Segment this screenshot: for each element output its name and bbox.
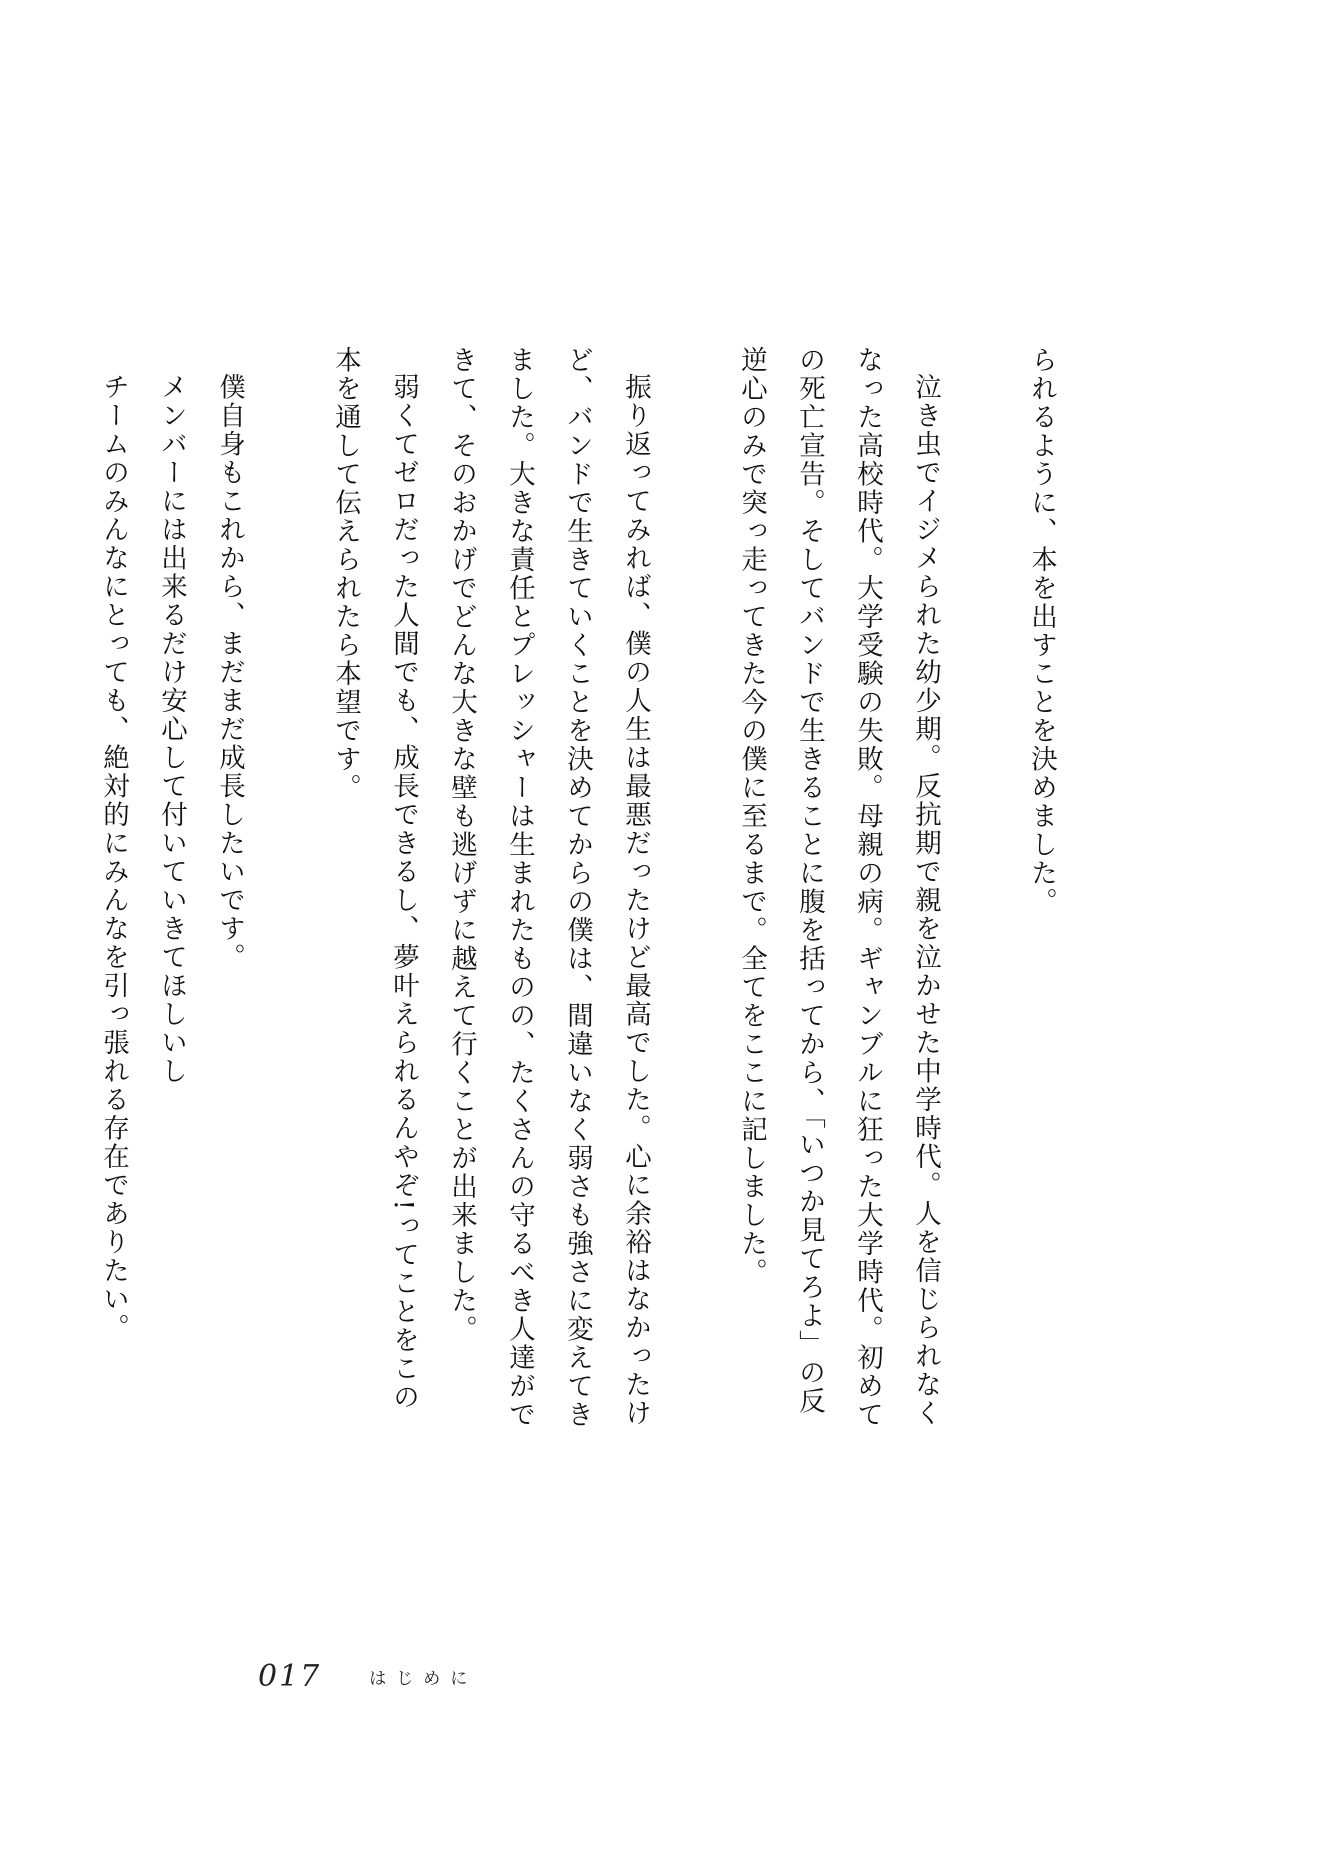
body-line: の死亡宣告。そしてバンドで生きることに腹を括ってから、「いつか見てろよ」の反 (794, 346, 825, 1416)
body-line: 僕自身もこれから、まだまだ成長したいです。 (214, 372, 245, 971)
body-line: 逆心のみで突っ走ってきた今の僕に至るまで。全てをここに記しました。 (736, 346, 767, 1287)
body-line: ました。大きな責任とプレッシャーは生まれたものの、たくさんの守るべき人達がで (504, 346, 535, 1429)
body-line: ど、バンドで生きていくことを決めてからの僕は、間違いなく弱さも強さに変えてき (562, 346, 593, 1429)
body-line: メンバーには出来るだけ安心して付いていきてほしいし (156, 372, 187, 1085)
vertical-body-text (84, 346, 1070, 1429)
page-number: 017 (258, 1658, 322, 1694)
paragraph-gap (258, 346, 316, 1386)
body-line: チームのみんなにとっても、絶対的にみんなを引っ張れる存在でありたい。 (98, 372, 129, 1342)
body-line: 本を通して伝えられたら本望です。 (330, 346, 361, 802)
body-line: 泣き虫でイジメられた幼少期。反抗期で親を泣かせた中学時代。人を信じられなく (910, 372, 941, 1427)
body-line: 振り返ってみれば、僕の人生は最悪だったけど最高でした。心に余裕はなかったけ (620, 372, 651, 1427)
running-head: はじめに (369, 1668, 478, 1689)
body-line: きて、そのおかげでどんな大きな壁も逃げずに越えて行くことが出来ました。 (446, 346, 477, 1344)
body-line: 弱くてゼロだった人間でも、成長できるし、夢叶えられるんやぞ!ってことをこの (388, 372, 419, 1412)
paragraph-gap (954, 346, 1012, 1386)
page-footer (258, 1656, 477, 1696)
body-line: られるように、本を出すことを決めました。 (1026, 346, 1057, 916)
body-line: なった高校時代。大学受験の失敗。母親の病。ギャンブルに狂った大学時代。初めて (852, 346, 883, 1429)
paragraph-gap (664, 346, 722, 1386)
